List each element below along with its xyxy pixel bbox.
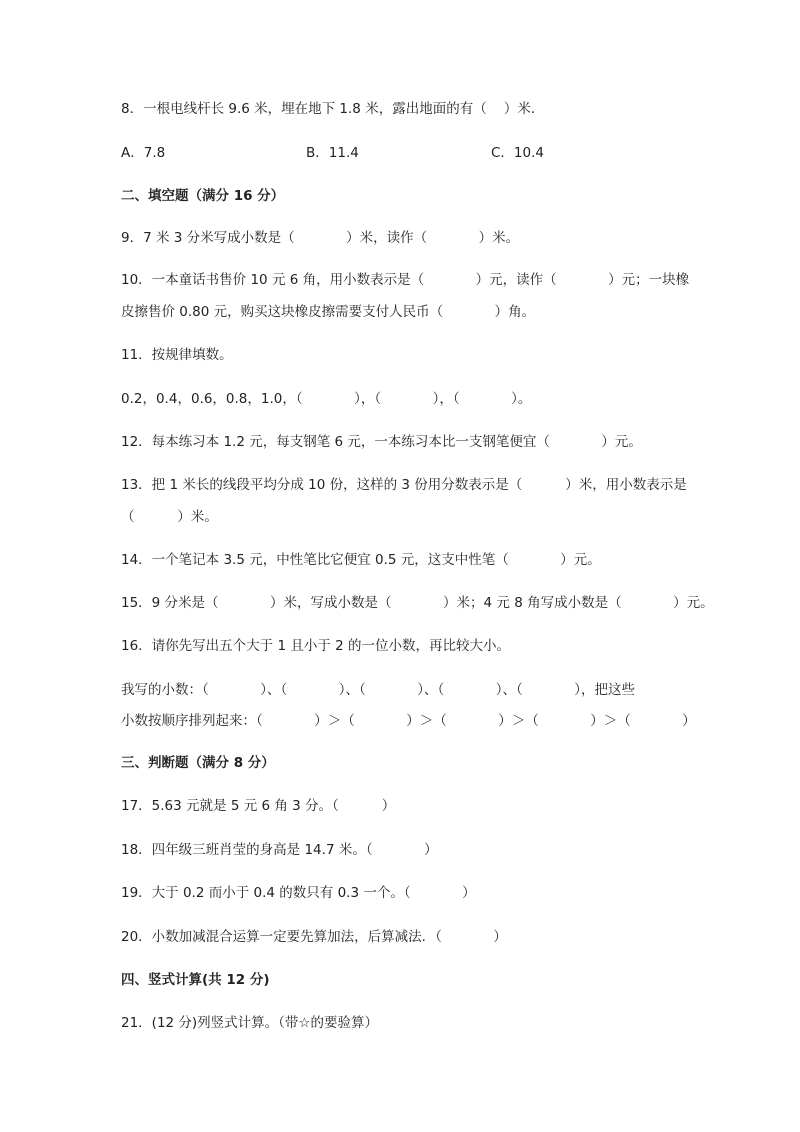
q8-option-b: B．11.4 bbox=[306, 145, 359, 161]
question-19: 19．大于 0.2 而小于 0.4 的数只有 0.3 一个。（ ） bbox=[121, 885, 476, 901]
question-13-line-2: （ ）米。 bbox=[121, 509, 218, 525]
question-11: 11．按规律填数。 bbox=[121, 347, 233, 363]
question-16: 16．请你先写出五个大于 1 且小于 2 的一位小数，再比较大小。 bbox=[121, 638, 511, 654]
section-fill-in-title: 二、填空题（满分 16 分） bbox=[121, 188, 285, 204]
question-12: 12．每本练习本 1.2 元，每支钢笔 6 元，一本练习本比一支钢笔便宜（ ）元。 bbox=[121, 434, 642, 450]
question-8: 8．一根电线杆长 9.6 米，埋在地下 1.8 米，露出地面的有（ ）米． bbox=[121, 101, 545, 117]
question-16-my-decimals: 我写的小数：（ ）、（ ）、（ ）、（ ）、（ ），把这些 bbox=[121, 682, 635, 698]
q8-option-c: C．10.4 bbox=[491, 145, 544, 161]
q8-option-a: A．7.8 bbox=[121, 145, 166, 161]
question-9: 9．7 米 3 分米写成小数是（ ）米，读作（ ）米。 bbox=[121, 230, 520, 246]
question-16-order: 小数按顺序排列起来：（ ）＞（ ）＞（ ）＞（ ）＞（ ） bbox=[121, 713, 696, 729]
question-20: 20．小数加减混合运算一定要先算加法，后算减法．（ ） bbox=[121, 929, 507, 945]
section-vertical-calc-title: 四、竖式计算(共 12 分) bbox=[121, 972, 270, 988]
question-10-line-2: 皮擦售价 0.80 元，购买这块橡皮擦需要支付人民币（ ）角。 bbox=[121, 304, 536, 320]
question-21: 21．(12 分)列竖式计算。（带☆的要验算） bbox=[121, 1015, 379, 1031]
question-10-line-1: 10．一本童话书售价 10 元 6 角，用小数表示是（ ）元，读作（ ）元；一块橡 bbox=[121, 272, 690, 288]
question-15: 15．9 分米是（ ）米，写成小数是（ ）米；4 元 8 角写成小数是（ ）元。 bbox=[121, 595, 714, 611]
question-17: 17．5.63 元就是 5 元 6 角 3 分。（ ） bbox=[121, 798, 396, 814]
question-11-sequence: 0.2，0.4，0.6，0.8，1.0，（ ），（ ），（ ）。 bbox=[121, 391, 532, 407]
question-13-line-1: 13．把 1 米长的线段平均分成 10 份，这样的 3 份用分数表示是（ ）米，用小数表示是 bbox=[121, 477, 687, 493]
question-18: 18．四年级三班肖莹的身高是 14.7 米。（ ） bbox=[121, 842, 438, 858]
section-judgment-title: 三、判断题（满分 8 分） bbox=[121, 755, 275, 771]
question-14: 14．一个笔记本 3.5 元，中性笔比它便宜 0.5 元，这支中性笔（ ）元。 bbox=[121, 552, 601, 568]
